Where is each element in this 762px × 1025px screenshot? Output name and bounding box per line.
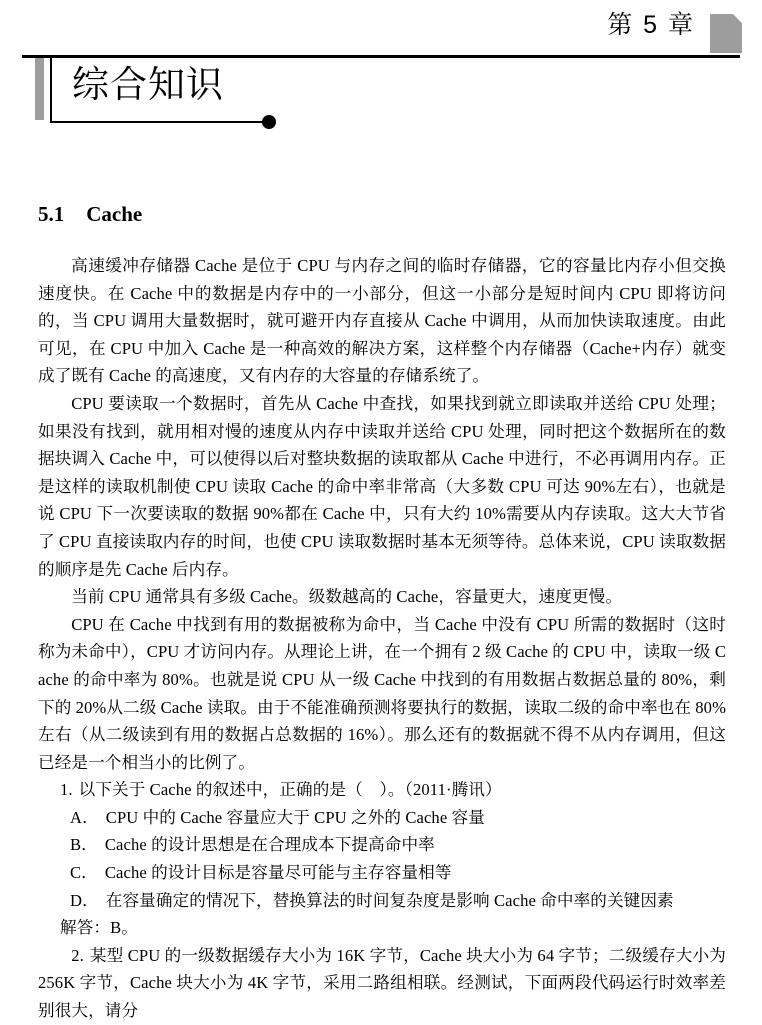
answer-line: 解答：B。 bbox=[60, 918, 138, 938]
choice-item-b bbox=[38, 831, 726, 859]
choice-item-d bbox=[38, 887, 726, 915]
choice-text: CPU 中的 Cache 容量应大于 CPU 之外的 Cache 容量 bbox=[105, 807, 485, 827]
choice-letter: D． bbox=[70, 890, 99, 910]
question-number: 1. bbox=[60, 780, 73, 800]
title-accent-bar bbox=[35, 58, 44, 120]
title-frame-end-dot bbox=[262, 115, 276, 129]
folded-page-icon bbox=[710, 14, 742, 53]
question-list bbox=[38, 776, 726, 1024]
choice-letter: B． bbox=[70, 835, 98, 855]
choice-text: Cache 的设计目标是容量尽可能与主存容量相等 bbox=[104, 863, 452, 883]
question-item bbox=[38, 942, 726, 1025]
choice-list bbox=[38, 804, 726, 914]
chapter-header bbox=[0, 0, 762, 140]
question-item bbox=[38, 776, 726, 942]
choice-letter: C． bbox=[70, 863, 98, 883]
body-content bbox=[38, 252, 726, 1025]
question-stem-text: 以下关于 Cache 的叙述中，正确的是（ ）。（2011·腾讯） bbox=[78, 780, 502, 800]
question-stem bbox=[38, 776, 726, 804]
choice-text: 在容量确定的情况下，替换算法的时间复杂度是影响 Cache 命中率的关键因素 bbox=[105, 890, 674, 910]
question-stem bbox=[38, 942, 726, 1025]
paragraph: 当前 CPU 通常具有多级 Cache。级数越高的 Cache，容量更大，速度更慢。 bbox=[71, 587, 623, 607]
section-number: 5.1 bbox=[38, 202, 65, 226]
paragraph: 高速缓冲存储器 Cache 是位于 CPU 与内存之间的临时存储器，它的容量比内存小但交换速度快。在 Cache 中的数据是内存中的一小部分，但这一小部分是短时间内 CPU 即将访问的，当 CPU 调用大量数据时，就可避开内存直接从 Cache 中调用，从而加快读取速度。由此可见，在 CPU 中加入 Cache 是一种高效的解决方案，这样整个内存储器（Cache+内存）就变成了既有 Cache 的高速度，又有内存的大容量的存储系统了。 bbox=[38, 256, 727, 386]
section-heading bbox=[38, 201, 142, 227]
paragraph: CPU 在 Cache 中找到有用的数据被称为命中，当 Cache 中没有 CPU 所需的数据时（这时称为未命中），CPU 才访问内存。从理论上讲，在一个拥有 2 级 Cache 的 CPU 中，读取一级 Cache 的命中率为 80%。也就是说 CPU 从一级 Cache 中找到的有用数据占数据总量的 80%，剩下的 20%从二级 Cache 读取。由于不能准确预测将要执行的数据，读取二级的命中率也在 80%左右（从二级读到有用的数据占总数据的 16%）。那么还有的数据就不得不从内存调用，但这已经是一个相当小的比例了。 bbox=[38, 614, 726, 772]
question-stem-text: 某型 CPU 的一级数据缓存大小为 16K 字节，Cache 块大小为 64 字节；二级缓存大小为 256K 字节，Cache 块大小为 4K 字节，采用二路组相联。经测试，下面两段代码运行时效率差别很大，请分 bbox=[38, 945, 726, 1021]
title-frame-left-rule bbox=[50, 55, 52, 123]
chapter-number-label: 第 5 章 bbox=[607, 11, 695, 39]
choice-item-a bbox=[38, 804, 726, 832]
choice-letter: A． bbox=[70, 807, 99, 827]
title-frame-bottom-rule bbox=[50, 121, 267, 123]
chapter-title: 综合知识 bbox=[72, 63, 224, 106]
section-title: Cache bbox=[86, 202, 143, 226]
choice-text: Cache 的设计思想是在合理成本下提高命中率 bbox=[104, 835, 435, 855]
question-number: 2. bbox=[71, 945, 84, 965]
paragraph: CPU 要读取一个数据时，首先从 Cache 中查找，如果找到就立即读取并送给 CPU 处理；如果没有找到，就用相对慢的速度从内存中读取并送给 CPU 处理，同时把这个数据所在的数据块调入 Cache 中，可以使得以后对整块数据的读取都从 Cache 中进行，不必再调用内存。正是这样的读取机制使 CPU 读取 Cache 的命中率非常高（大多数 CPU 可达 90%左右），也就是说 CPU 下一次要读取的数据 90%都在 Cache 中，只有大约 10%需要从内存读取。这大大节省了 CPU 直接读取内存的时间，也使 CPU 读取数据时基本无须等待。总体来说，CPU 读取数据的顺序是先 Cache 后内存。 bbox=[38, 393, 726, 579]
choice-item-c bbox=[38, 859, 726, 887]
